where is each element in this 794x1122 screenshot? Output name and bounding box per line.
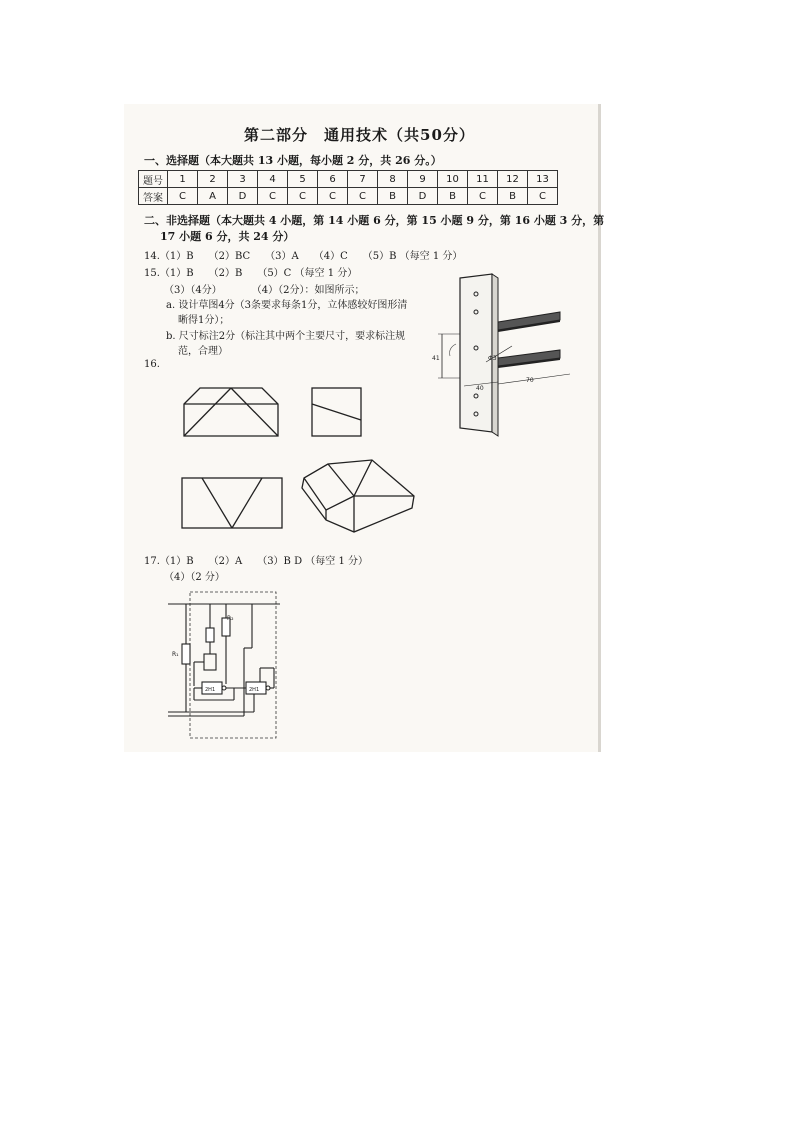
table-cell: C: [168, 188, 198, 205]
table-cell: 8: [378, 171, 408, 188]
table-cell: C: [258, 188, 288, 205]
table-cell: 9: [408, 171, 438, 188]
q17-line1: 17.（1）B （2）A （3）B D （每空 1 分）: [144, 556, 369, 567]
q15-line2: （3）（4分） （4）（2分）：如图所示；: [164, 285, 365, 296]
table-cell: C: [288, 188, 318, 205]
q17-line2: （4）（2 分）: [164, 572, 225, 583]
table-cell: C: [528, 188, 558, 205]
dimension-41: 41: [432, 355, 440, 362]
gate-label-1: 2H1: [205, 687, 216, 693]
section2-heading-cont: 17 小题 6 分，共 24 分）: [160, 230, 295, 243]
dimension-70: 70: [526, 377, 534, 384]
table-cell: 4: [258, 171, 288, 188]
section1-heading: 一、选择题（本大题共 13 小题，每小题 2 分，共 26 分。）: [144, 154, 442, 167]
q14-answers: 14.（1）B （2）BC （3）A （4）C （5）B （每空 1 分）: [144, 251, 463, 262]
q15-line4: 晰得1分）；: [178, 315, 230, 326]
section2-heading: 二、非选择题（本大题共 4 小题，第 14 小题 6 分，第 15 小题 9 分，第 16 小题 3 分，第: [144, 214, 605, 227]
bracket-figure: [430, 270, 595, 438]
table-cell: 6: [318, 171, 348, 188]
table-cell: A: [198, 188, 228, 205]
scan-edge: [598, 104, 601, 752]
table-cell: 10: [438, 171, 468, 188]
page-title: 第二部分 通用技术（共50分）: [244, 126, 475, 144]
three-view-drawing: [176, 380, 422, 536]
table-cell: C: [468, 188, 498, 205]
table-cell: B: [438, 188, 468, 205]
table-cell: C: [348, 188, 378, 205]
table-cell: 7: [348, 171, 378, 188]
dimension-40: 40: [476, 385, 484, 392]
table-cell: D: [408, 188, 438, 205]
q15-line5: b. 尺寸标注2分（标注其中两个主要尺寸，要求标注规: [166, 331, 406, 342]
table-cell: D: [228, 188, 258, 205]
table-row: [139, 188, 558, 205]
circuit-diagram: [164, 588, 282, 740]
dimension-diameter: Φ3: [488, 355, 497, 362]
q15-line1: 15.（1）B （2）B （5）C （每空 1 分）: [144, 268, 358, 279]
table-cell: 1: [168, 171, 198, 188]
row-label: 答案: [139, 188, 168, 205]
resistor-label-r2: R₂: [227, 615, 234, 622]
table-cell: 5: [288, 171, 318, 188]
q15-line6: 范，合理）: [178, 346, 228, 357]
table-cell: 11: [468, 171, 498, 188]
answer-table: [138, 170, 558, 205]
table-cell: C: [318, 188, 348, 205]
table-cell: 12: [498, 171, 528, 188]
resistor-label-r1: R₁: [172, 651, 179, 658]
gate-label-2: 2H1: [249, 687, 260, 693]
row-label: 题号: [139, 171, 168, 188]
table-row: [139, 171, 558, 188]
table-cell: B: [378, 188, 408, 205]
q15-line3: a. 设计草图4分（3条要求每条1分，立体感较好图形清: [166, 300, 408, 311]
table-cell: 3: [228, 171, 258, 188]
q16-label: 16.: [144, 359, 160, 370]
table-cell: B: [498, 188, 528, 205]
table-cell: 13: [528, 171, 558, 188]
table-cell: 2: [198, 171, 228, 188]
